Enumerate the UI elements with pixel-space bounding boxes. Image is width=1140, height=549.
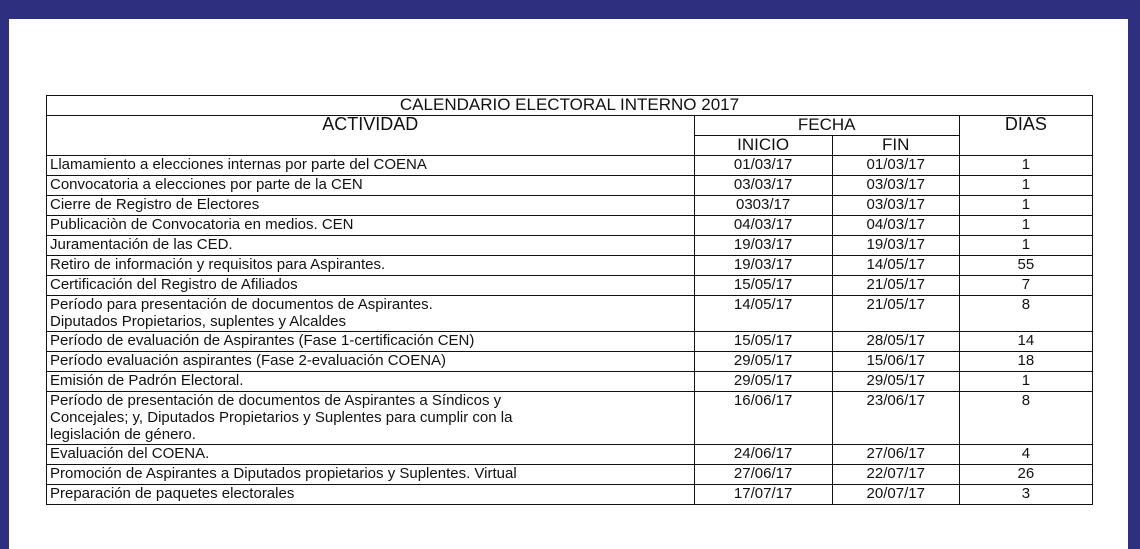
inicio-cell: 29/05/17 xyxy=(694,372,832,392)
table-row xyxy=(47,256,1093,276)
table-row xyxy=(47,276,1093,296)
dias-cell: 1 xyxy=(959,236,1092,256)
fin-cell: 28/05/17 xyxy=(832,332,959,352)
table-row xyxy=(47,156,1093,176)
activity-cell: Llamamiento a elecciones internas por parte del COENA xyxy=(47,156,695,176)
activity-cell: Cierre de Registro de Electores xyxy=(47,196,695,216)
activity-cell: Promoción de Aspirantes a Diputados propietarios y Suplentes. Virtual xyxy=(47,465,695,485)
inicio-header: INICIO xyxy=(694,136,832,156)
fin-header: FIN xyxy=(832,136,959,156)
fin-cell: 03/03/17 xyxy=(832,176,959,196)
table-row xyxy=(47,465,1093,485)
fin-cell: 03/03/17 xyxy=(832,196,959,216)
dias-cell: 1 xyxy=(959,196,1092,216)
fin-cell: 21/05/17 xyxy=(832,276,959,296)
inicio-cell: 24/06/17 xyxy=(694,445,832,465)
dias-cell: 8 xyxy=(959,392,1092,445)
fecha-header: FECHA xyxy=(694,116,959,136)
activity-cell: Período de evaluación de Aspirantes (Fase 1-certificación CEN) xyxy=(47,332,695,352)
table-row xyxy=(47,485,1093,505)
dias-cell: 1 xyxy=(959,372,1092,392)
dias-cell: 18 xyxy=(959,352,1092,372)
inicio-cell: 19/03/17 xyxy=(694,256,832,276)
activity-cell: Período evaluación aspirantes (Fase 2-evaluación COENA) xyxy=(47,352,695,372)
inicio-cell: 16/06/17 xyxy=(694,392,832,445)
dias-cell: 55 xyxy=(959,256,1092,276)
fin-cell: 14/05/17 xyxy=(832,256,959,276)
activity-cell: Período de presentación de documentos de Aspirantes a Síndicos y Concejales; y, Diputados Propietarios y Suplentes para cumplir con la legislación de género. xyxy=(47,392,695,445)
fin-cell: 21/05/17 xyxy=(832,296,959,332)
fin-cell: 22/07/17 xyxy=(832,465,959,485)
table-row xyxy=(47,392,1093,445)
title-row xyxy=(47,96,1093,116)
table-row xyxy=(47,236,1093,256)
fin-cell: 19/03/17 xyxy=(832,236,959,256)
fin-cell: 20/07/17 xyxy=(832,485,959,505)
fin-cell: 27/06/17 xyxy=(832,445,959,465)
table-row xyxy=(47,352,1093,372)
activity-cell: Convocatoria a elecciones por parte de la CEN xyxy=(47,176,695,196)
fin-cell: 15/06/17 xyxy=(832,352,959,372)
inicio-cell: 03/03/17 xyxy=(694,176,832,196)
inicio-cell: 27/06/17 xyxy=(694,465,832,485)
fin-cell: 04/03/17 xyxy=(832,216,959,236)
fin-cell: 01/03/17 xyxy=(832,156,959,176)
dias-cell: 1 xyxy=(959,176,1092,196)
document-page xyxy=(9,19,1128,549)
header-row-1 xyxy=(47,116,1093,136)
activity-cell: Retiro de información y requisitos para Aspirantes. xyxy=(47,256,695,276)
activity-cell: Período para presentación de documentos de Aspirantes. Diputados Propietarios, suplentes y Alcaldes xyxy=(47,296,695,332)
inicio-cell: 14/05/17 xyxy=(694,296,832,332)
activity-cell: Certificación del Registro de Afiliados xyxy=(47,276,695,296)
table-row xyxy=(47,372,1093,392)
inicio-cell: 15/05/17 xyxy=(694,276,832,296)
inicio-cell: 0303/17 xyxy=(694,196,832,216)
inicio-cell: 17/07/17 xyxy=(694,485,832,505)
table-row xyxy=(47,216,1093,236)
table-row xyxy=(47,445,1093,465)
electoral-calendar-table xyxy=(46,95,1093,505)
table-row xyxy=(47,196,1093,216)
fin-cell: 23/06/17 xyxy=(832,392,959,445)
dias-cell: 7 xyxy=(959,276,1092,296)
actividad-header: ACTIVIDAD xyxy=(47,116,695,156)
activity-cell: Publicaciòn de Convocatoria en medios. CEN xyxy=(47,216,695,236)
inicio-cell: 01/03/17 xyxy=(694,156,832,176)
dias-header: DIAS xyxy=(959,116,1092,156)
dias-cell: 1 xyxy=(959,156,1092,176)
activity-cell: Preparación de paquetes electorales xyxy=(47,485,695,505)
inicio-cell: 29/05/17 xyxy=(694,352,832,372)
activity-cell: Evaluación del COENA. xyxy=(47,445,695,465)
dias-cell: 4 xyxy=(959,445,1092,465)
dias-cell: 1 xyxy=(959,216,1092,236)
activity-cell: Juramentación de las CED. xyxy=(47,236,695,256)
fin-cell: 29/05/17 xyxy=(832,372,959,392)
inicio-cell: 15/05/17 xyxy=(694,332,832,352)
table-row xyxy=(47,332,1093,352)
dias-cell: 26 xyxy=(959,465,1092,485)
dias-cell: 8 xyxy=(959,296,1092,332)
table-row xyxy=(47,176,1093,196)
inicio-cell: 04/03/17 xyxy=(694,216,832,236)
inicio-cell: 19/03/17 xyxy=(694,236,832,256)
dias-cell: 3 xyxy=(959,485,1092,505)
table-title: CALENDARIO ELECTORAL INTERNO 2017 xyxy=(47,96,1093,116)
table-row xyxy=(47,296,1093,332)
dias-cell: 14 xyxy=(959,332,1092,352)
activity-cell: Emisión de Padrón Electoral. xyxy=(47,372,695,392)
